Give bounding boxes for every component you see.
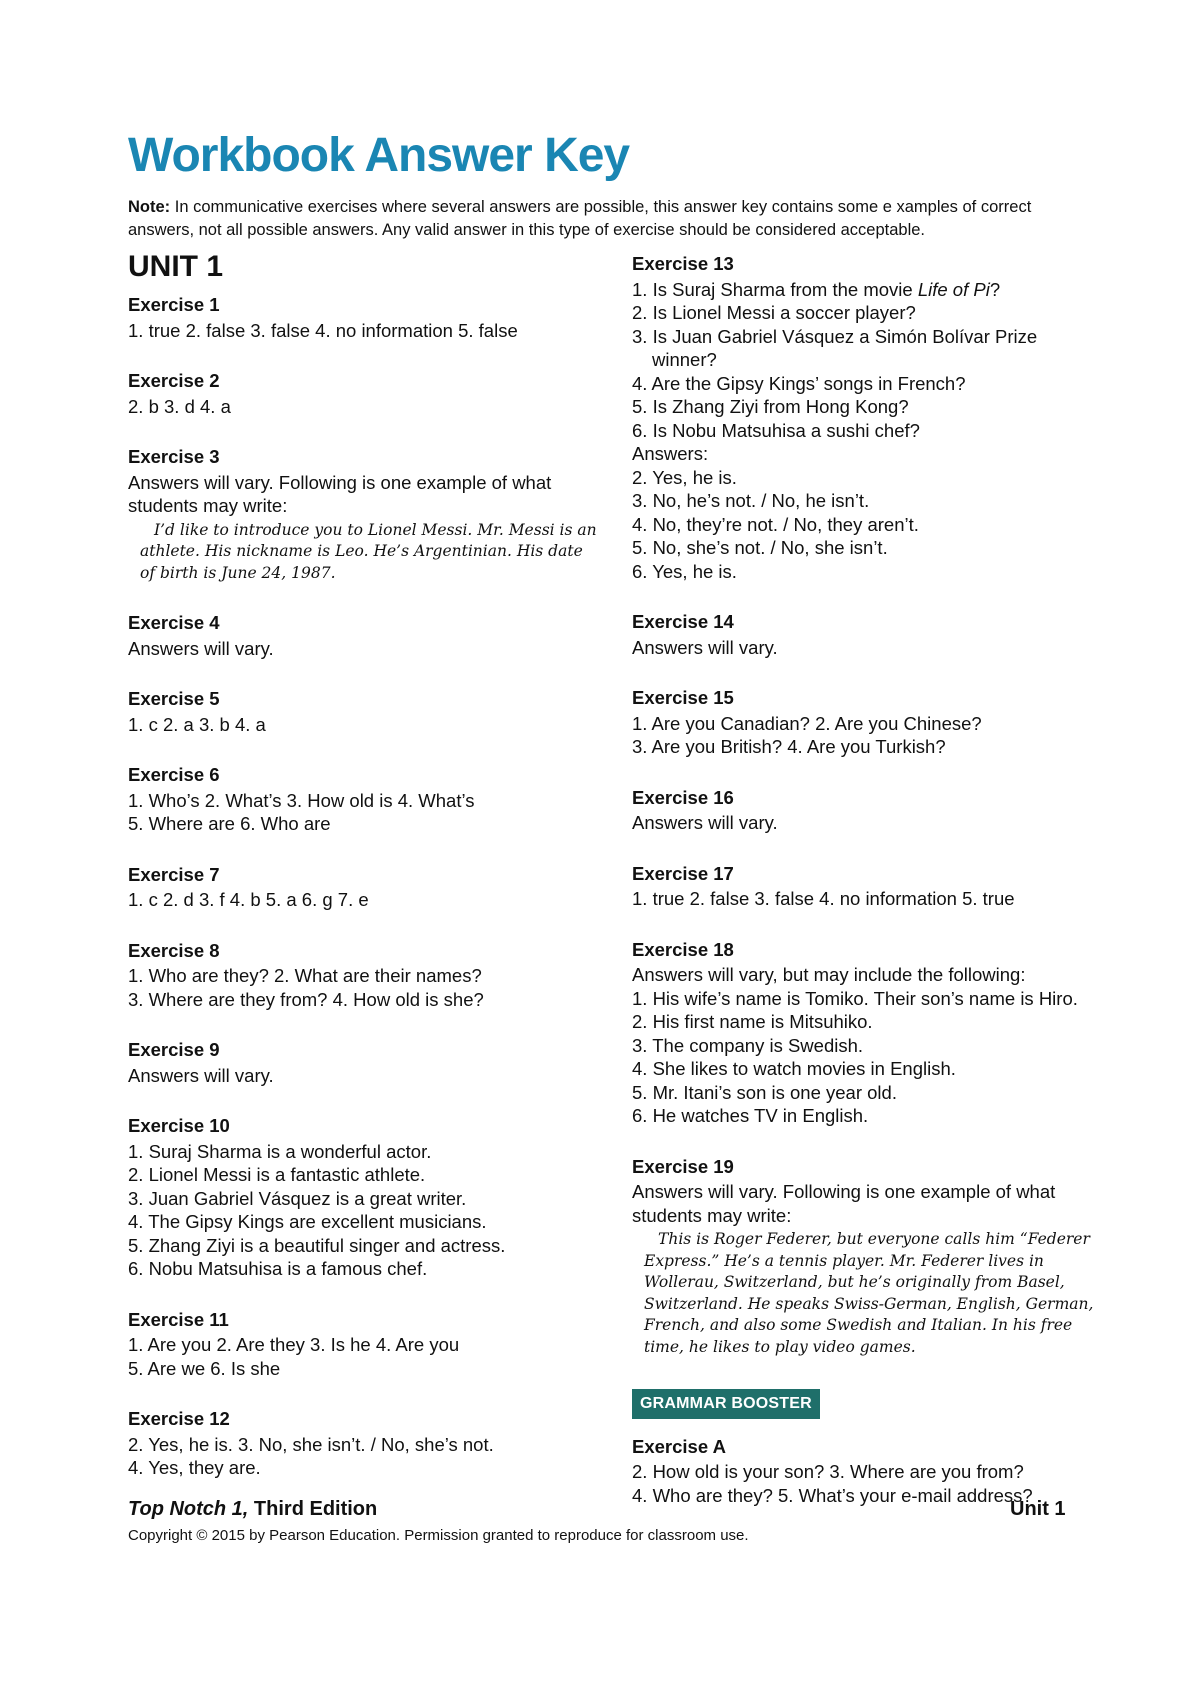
exercise-19 xyxy=(632,1155,1102,1359)
exercise-11 xyxy=(128,1308,598,1381)
exercise-15 xyxy=(632,686,1102,759)
note-label: Note: xyxy=(128,198,171,216)
question-line xyxy=(632,278,1102,302)
unit-heading: UNIT 1 xyxy=(128,250,224,283)
answer-line: 1. Who are they? 2. What are their names? xyxy=(128,965,482,986)
answer-line: 2. Yes, he is. 3. No, she isn’t. / No, she’s not. xyxy=(128,1433,494,1455)
answer-line: 4. The Gipsy Kings are excellent musicians. xyxy=(128,1211,487,1232)
answer-line: 6. Nobu Matsuhisa is a famous chef. xyxy=(128,1258,428,1279)
answer-line: 1. c 2. a 3. b 4. a xyxy=(128,713,266,735)
sample-answer: I’d like to introduce you to Lionel Messi. Mr. Messi is an athlete. His nickname is Leo. He’s Argentinian. His date of birth is June 24, 1987. xyxy=(140,520,597,582)
footer-unit-label: Unit 1 xyxy=(1010,1498,1066,1520)
exercise-8 xyxy=(128,939,598,1012)
answer-line: 6. He watches TV in English. xyxy=(632,1105,869,1126)
answer-line: Answers will vary, but may include the following: xyxy=(632,964,1026,985)
question-mark: ? xyxy=(989,278,1001,300)
exercise-7 xyxy=(128,863,598,912)
answer-line: 4. Yes, they are. xyxy=(128,1457,261,1478)
answer-line: 1. true 2. false 3. false 4. no information 5. true xyxy=(632,888,1015,909)
answer-line: 5. Are we 6. Is she xyxy=(128,1357,281,1379)
exercise-title: Exercise 9 xyxy=(128,1039,220,1060)
answer-line: 5. Mr. Itani’s son is one year old. xyxy=(632,1081,897,1103)
answer-line: 3. Are you British? 4. Are you Turkish? xyxy=(632,736,946,757)
book-name: Top Notch 1, xyxy=(128,1498,249,1520)
exercise-17 xyxy=(632,862,1102,911)
answer-line: 3. Where are they from? 4. How old is she? xyxy=(128,988,484,1010)
answer-line: 1. c 2. d 3. f 4. b 5. a 6. g 7. e xyxy=(128,889,369,910)
page-title: Workbook Answer Key xyxy=(128,129,630,182)
exercise-title: Exercise 13 xyxy=(632,253,734,274)
answer-line: Answers will vary. Following is one example of what xyxy=(128,471,552,493)
answer-line: 1. Are you 2. Are they 3. Is he 4. Are you xyxy=(128,1334,460,1355)
answer-line: Answers will vary. xyxy=(128,1064,274,1086)
exercise-6 xyxy=(128,763,598,836)
answer-line: students may write: xyxy=(632,1204,792,1226)
question-line: 3. Is Juan Gabriel Vásquez a Simón Bolívar Prize xyxy=(632,325,1038,347)
grammar-booster-badge: GRAMMAR BOOSTER xyxy=(632,1389,820,1419)
exercise-title: Exercise 17 xyxy=(632,862,734,884)
footer-book-title xyxy=(128,1498,377,1521)
right-column xyxy=(632,252,1102,1534)
answer-line: 6. Yes, he is. xyxy=(632,560,737,582)
exercise-title: Exercise 5 xyxy=(128,688,220,709)
exercise-title: Exercise 15 xyxy=(632,687,734,708)
answer-line: 1. true 2. false 3. false 4. no information 5. false xyxy=(128,319,518,341)
answer-line: students may write: xyxy=(128,495,288,516)
exercise-title: Exercise 7 xyxy=(128,863,220,885)
note-paragraph xyxy=(128,196,1068,242)
answer-line: 2. Lionel Messi is a fantastic athlete. xyxy=(128,1164,426,1185)
answer-line: 5. No, she’s not. / No, she isn’t. xyxy=(632,537,888,558)
answer-line: 1. Suraj Sharma is a wonderful actor. xyxy=(128,1140,432,1162)
exercise-16 xyxy=(632,786,1102,835)
exercise-10 xyxy=(128,1114,598,1281)
exercise-title: Exercise A xyxy=(632,1435,726,1457)
answer-line: 2. Yes, he is. xyxy=(632,466,737,488)
exercise-title: Exercise 10 xyxy=(128,1115,230,1136)
answer-line: 5. Zhang Ziyi is a beautiful singer and actress. xyxy=(128,1234,506,1256)
answer-line: 3. No, he’s not. / No, he isn’t. xyxy=(632,490,870,511)
answer-line: 3. The company is Swedish. xyxy=(632,1034,864,1056)
exercise-title: Exercise 2 xyxy=(128,370,220,391)
answer-line: Answers will vary. xyxy=(128,637,274,659)
exercise-title: Exercise 8 xyxy=(128,939,220,961)
exercise-title: Exercise 16 xyxy=(632,786,734,808)
question-line-continued: winner? xyxy=(652,349,717,370)
answer-line: Answers will vary. xyxy=(632,812,778,833)
question-line: 2. Is Lionel Messi a soccer player? xyxy=(632,302,916,323)
exercise-title: Exercise 1 xyxy=(128,294,220,315)
answer-line: 1. Are you Canadian? 2. Are you Chinese? xyxy=(632,712,982,734)
question-line: 5. Is Zhang Ziyi from Hong Kong? xyxy=(632,396,909,417)
exercise-18 xyxy=(632,938,1102,1128)
sample-answer: This is Roger Federer, but everyone calls him “Federer Express.” He’s a tennis player. Mr. Federer lives in Wollerau, Switzerland, but he’s originally from Basel, Switzerland. He speaks Swiss-German, English, German, French, and also some Swedish and Italian. In his free time, he likes to play video games. xyxy=(644,1230,1094,1356)
answer-line: 4. Who are they? 5. What’s your e-mail address? xyxy=(632,1484,1033,1506)
answer-line: 5. Where are 6. Who are xyxy=(128,813,331,834)
answer-line: 2. b 3. d 4. a xyxy=(128,395,231,417)
exercise-a xyxy=(632,1435,1102,1508)
exercise-3 xyxy=(128,445,598,584)
answers-label: Answers: xyxy=(632,443,709,464)
answer-line: 1. His wife’s name is Tomiko. Their son’s name is Hiro. xyxy=(632,987,1078,1009)
answer-line: 2. His first name is Mitsuhiko. xyxy=(632,1011,873,1032)
answer-line: 3. Juan Gabriel Vásquez is a great writer. xyxy=(128,1187,467,1209)
exercise-title: Exercise 14 xyxy=(632,611,734,632)
exercise-1 xyxy=(128,293,598,342)
question-line: 4. Are the Gipsy Kings’ songs in French? xyxy=(632,372,966,394)
movie-title: Life of Pi xyxy=(917,278,990,300)
exercise-title: Exercise 3 xyxy=(128,446,220,467)
question-text: 1. Is Suraj Sharma from the movie xyxy=(632,278,918,300)
answer-line: 4. She likes to watch movies in English. xyxy=(632,1058,956,1079)
note-text: In communicative exercises where several answers are possible, this answer key contains some e xamples of correct answers, not all possible answers. Any valid answer in this type of exercise should be considered acceptable. xyxy=(128,198,1032,239)
question-line: 6. Is Nobu Matsuhisa a sushi chef? xyxy=(632,419,920,441)
exercise-2 xyxy=(128,369,598,418)
answer-line: Answers will vary. xyxy=(632,636,778,658)
exercise-title: Exercise 4 xyxy=(128,612,220,633)
answer-line: 4. No, they’re not. / No, they aren’t. xyxy=(632,513,919,535)
exercise-9 xyxy=(128,1038,598,1087)
answer-line: 1. Who’s 2. What’s 3. How old is 4. What’s xyxy=(128,789,475,811)
exercise-13 xyxy=(632,252,1102,583)
copyright-notice: Copyright © 2015 by Pearson Education. Permission granted to reproduce for classroom use. xyxy=(128,1527,749,1544)
exercise-title: Exercise 19 xyxy=(632,1155,734,1177)
exercise-5 xyxy=(128,687,598,736)
left-column xyxy=(128,250,598,1507)
answer-line: Answers will vary. Following is one example of what xyxy=(632,1181,1056,1202)
exercise-title: Exercise 18 xyxy=(632,938,734,960)
answer-line: 2. How old is your son? 3. Where are you from? xyxy=(632,1461,1024,1482)
exercise-title: Exercise 11 xyxy=(128,1308,229,1330)
exercise-12 xyxy=(128,1407,598,1480)
book-edition: Third Edition xyxy=(248,1498,378,1520)
exercise-title: Exercise 12 xyxy=(128,1408,230,1429)
exercise-14 xyxy=(632,610,1102,659)
exercise-title: Exercise 6 xyxy=(128,764,220,785)
exercise-4 xyxy=(128,611,598,660)
